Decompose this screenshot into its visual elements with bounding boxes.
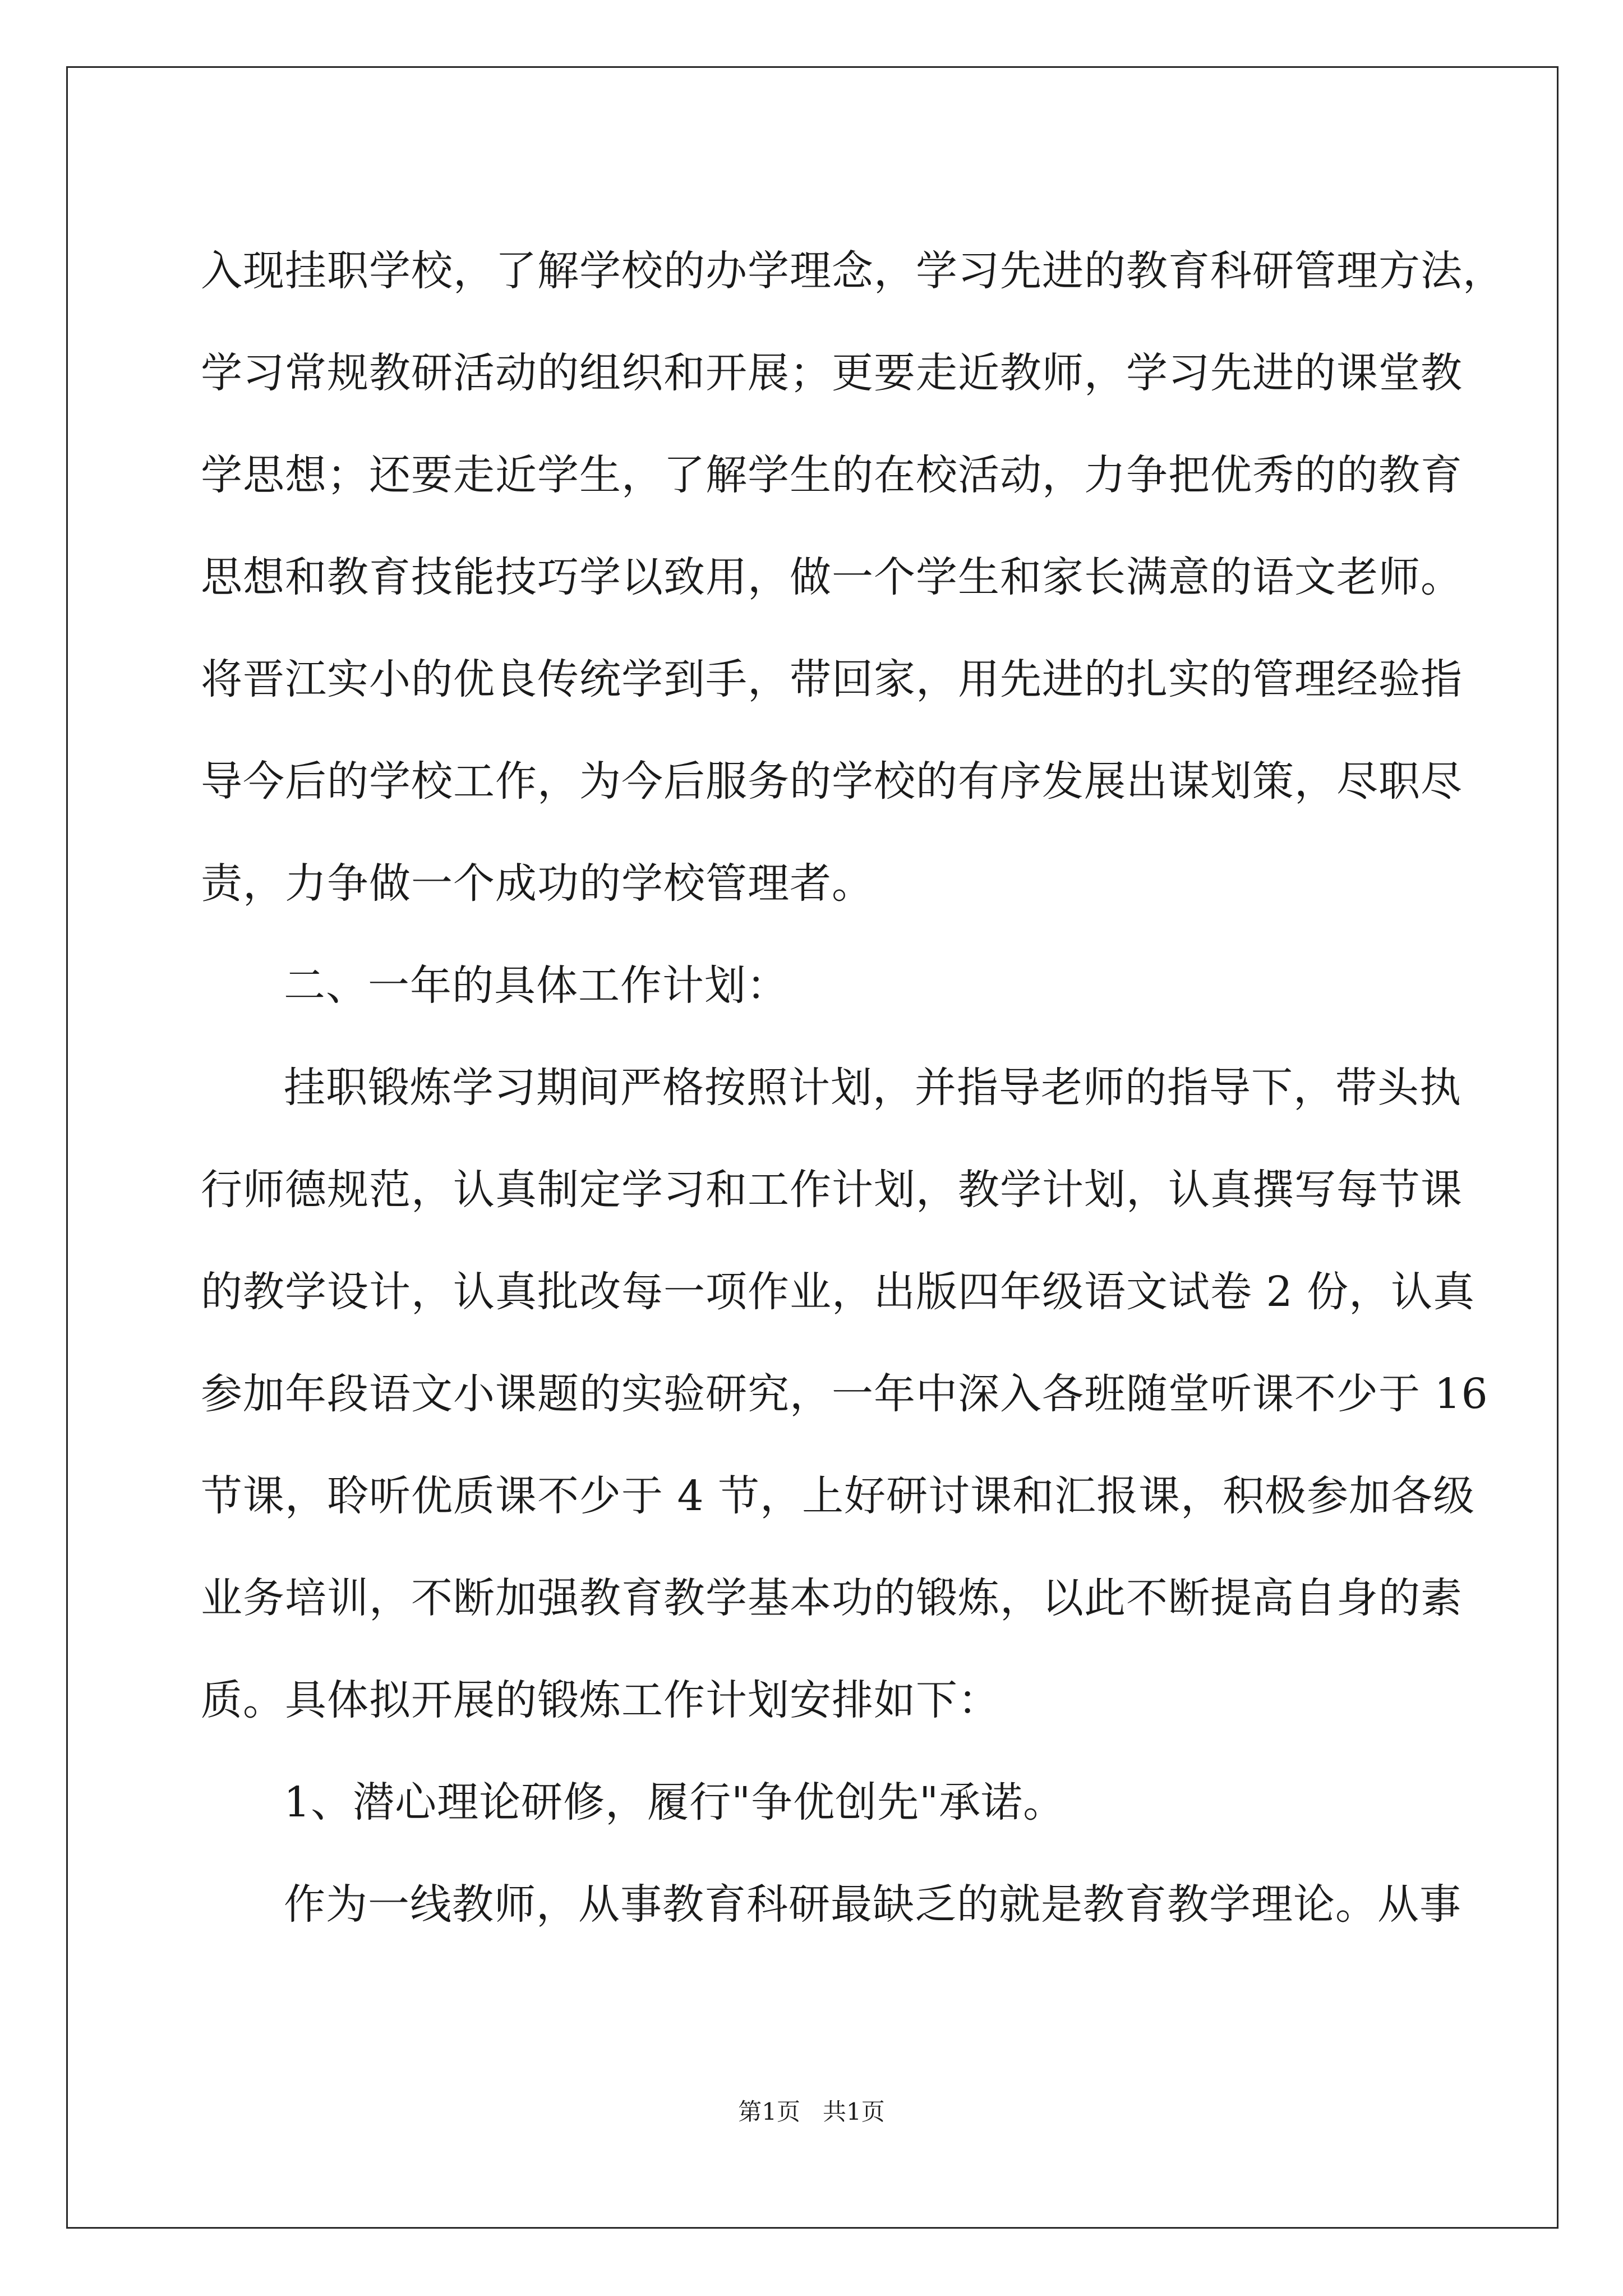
text-line-15: 质。具体拟开展的锻炼工作计划安排如下： bbox=[201, 1676, 1000, 1724]
section-heading-2: 二、一年的具体工作计划： bbox=[284, 961, 789, 1010]
text-line-9: 挂职锻炼学习期间严格按照计划，并指导老师的指导下，带头执 bbox=[284, 1064, 1461, 1112]
text-line-14: 业务培训，不断加强教育教学基本功的锻炼，以此不断提高自身的素 bbox=[201, 1574, 1463, 1622]
text-line-11: 的教学设计，认真批改每一项作业，出版四年级语文试卷 2 份，认真 bbox=[201, 1268, 1476, 1316]
text-line-2: 学习常规教研活动的组织和开展；更要走近教师，学习先进的课堂教 bbox=[201, 349, 1463, 397]
text-line-6: 导今后的学校工作，为今后服务的学校的有序发展出谋划策，尽职尽 bbox=[201, 757, 1463, 806]
document-body bbox=[201, 220, 1505, 1955]
text-line-3: 学思想；还要走近学生，了解学生的在校活动，力争把优秀的的教育 bbox=[201, 451, 1463, 499]
text-line-10: 行师德规范，认真制定学习和工作计划，教学计划，认真撰写每节课 bbox=[201, 1166, 1463, 1214]
text-line-13: 节课，聆听优质课不少于 4 节，上好研讨课和汇报课，积极参加各级 bbox=[201, 1472, 1476, 1520]
text-line-12: 参加年段语文小课题的实验研究，一年中深入各班随堂听课不少于 16 bbox=[201, 1370, 1488, 1418]
text-line-5: 将晋江实小的优良传统学到手，带回家，用先进的扎实的管理经验指 bbox=[201, 655, 1463, 703]
subsection-heading-1: 1、潜心理论研修，履行"争优创先"承诺。 bbox=[284, 1778, 1066, 1826]
page-number-footer: 第1页 共1页 bbox=[738, 2098, 885, 2125]
text-line-1: 入现挂职学校，了解学校的办学理念，学习先进的教育科研管理方法， bbox=[201, 247, 1505, 295]
text-line-7: 责，力争做一个成功的学校管理者。 bbox=[201, 859, 874, 908]
text-line-17: 作为一线教师，从事教育科研最缺乏的就是教育教学理论。从事 bbox=[284, 1880, 1461, 1929]
text-line-4: 思想和教育技能技巧学以致用，做一个学生和家长满意的语文老师。 bbox=[201, 553, 1463, 601]
